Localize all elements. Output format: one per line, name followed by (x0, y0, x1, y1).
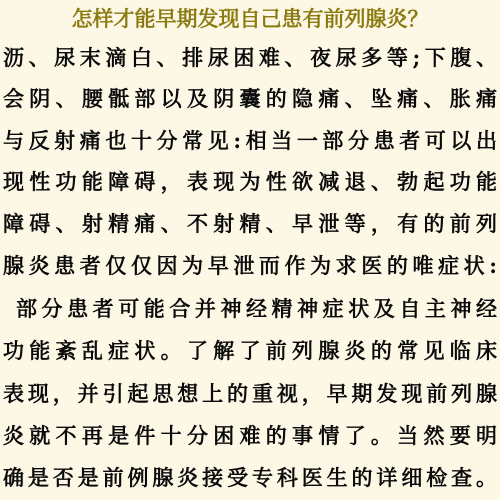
article-title: 怎样才能早期发现自己患有前列腺炎？ (71, 6, 429, 31)
body-line-10: 炎就不再是件十分困难的事情了。当然要明 (3, 423, 497, 448)
body-line-4: 现性功能障碍，表现为性欲减退、勃起功能 (3, 169, 497, 194)
body-line-6: 腺炎患者仅仅因为早泄而作为求医的唯症状: (3, 253, 497, 278)
body-line-8: 功能紊乱症状。了解了前列腺炎的常见临床 (3, 338, 497, 363)
body-line-3: 与反射痛也十分常见:相当一部分患者可以出 (3, 128, 497, 153)
body-line-9: 表现，并引起思想上的重视，早期发现前列腺 (3, 381, 497, 406)
body-line-1: 沥、尿末滴白、排尿困难、夜尿多等;下腹、 (3, 45, 497, 70)
body-line-7: 部分患者可能合并神经精神症状及自主神经 (16, 296, 497, 321)
body-line-11: 确是否是前例腺炎接受专科医生的详细检查。 (3, 465, 497, 490)
body-line-2: 会阴、腰骶部以及阴囊的隐痛、坠痛、胀痛 (3, 86, 497, 111)
body-line-5: 障碍、射精痛、不射精、早泄等，有的前列 (3, 211, 497, 236)
